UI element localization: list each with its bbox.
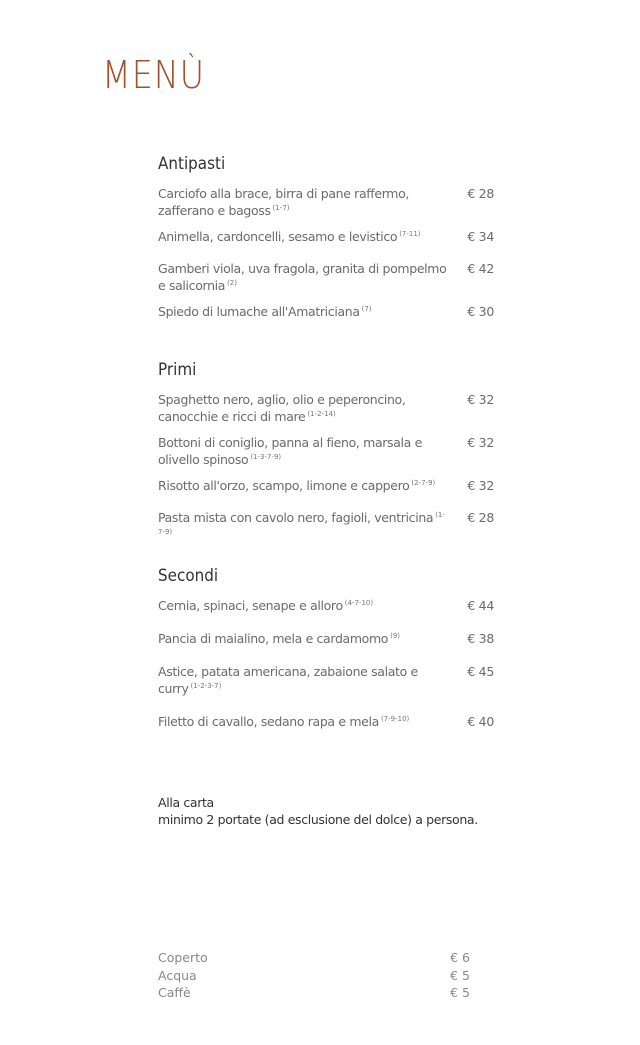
item-name: Astice, patata americana, zabaione salato e curry [158, 664, 418, 696]
extra-label: Coperto [158, 950, 208, 965]
extra-price: € 5 [450, 985, 470, 1000]
menu-item [158, 303, 494, 320]
item-allergens: (1-7) [272, 203, 290, 212]
item-name: Cernia, spinaci, senape e alloro [158, 598, 343, 613]
item-allergens: (1-7-9) [158, 510, 445, 536]
item-name: Pancia di maialino, mela e cardamomo [158, 631, 389, 646]
section-antipasti [158, 153, 494, 320]
item-price: € 42 [467, 261, 494, 276]
menu-item [158, 391, 494, 425]
item-name: Spaghetto nero, aglio, olio e peperoncino, canocchie e ricci di mare [158, 392, 406, 424]
item-allergens: (7) [361, 304, 372, 313]
item-price: € 32 [467, 435, 494, 450]
item-allergens: (7-11) [399, 229, 421, 238]
extras-list [158, 949, 470, 1002]
menu-item [158, 434, 494, 468]
extra-row-caffe [158, 984, 470, 1002]
item-price: € 34 [467, 229, 494, 244]
item-allergens: (4-7-10) [344, 598, 374, 607]
item-name: Spiedo di lumache all'Amatriciana [158, 304, 360, 319]
item-allergens: (2-7-9) [411, 478, 436, 487]
extra-row-acqua [158, 967, 470, 985]
item-allergens: (2) [227, 278, 237, 287]
section-primi [158, 359, 494, 543]
section-heading: Primi [158, 360, 197, 379]
item-name: Risotto all'orzo, scampo, limone e cappero [158, 478, 410, 493]
menu-item [158, 260, 494, 294]
item-price: € 38 [467, 631, 494, 646]
menu-item [158, 477, 494, 494]
item-name: Carciofo alla brace, birra di pane raffermo, zafferano e bagoss [158, 186, 410, 218]
item-allergens: (9) [390, 631, 401, 640]
item-price: € 32 [467, 392, 494, 407]
item-price: € 45 [467, 664, 494, 679]
menu-item [158, 185, 494, 219]
item-name: Bottoni di coniglio, panna al fieno, marsala e olivello spinoso [158, 435, 422, 467]
item-price: € 28 [467, 510, 494, 525]
extra-price: € 6 [450, 950, 470, 965]
menu-item [158, 509, 494, 543]
extra-row-coperto [158, 949, 470, 967]
item-price: € 40 [467, 714, 494, 729]
section-secondi [158, 565, 494, 730]
note-title: Alla carta [158, 795, 214, 810]
section-heading: Secondi [158, 566, 219, 585]
item-name: Filetto di cavallo, sedano rapa e mela [158, 714, 379, 729]
item-allergens: (1-2-14) [307, 409, 336, 418]
item-price: € 28 [467, 186, 494, 201]
item-name: Animella, cardoncelli, sesamo e levistico [158, 229, 398, 244]
extra-label: Caffè [158, 985, 191, 1000]
section-heading: Antipasti [158, 154, 226, 173]
item-price: € 30 [467, 304, 494, 319]
menu-item [158, 597, 494, 614]
menu-item [158, 663, 494, 697]
menu-item [158, 713, 494, 730]
a-la-carte-note [158, 794, 478, 828]
item-price: € 44 [467, 598, 494, 613]
extra-price: € 5 [450, 967, 470, 983]
item-name: Pasta mista con cavolo nero, fagioli, ventricina [158, 510, 434, 525]
menu-item [158, 228, 494, 245]
item-allergens: (7-9-10) [380, 714, 410, 723]
item-allergens: (1-2-3-7) [190, 681, 222, 690]
item-name: Gamberi viola, uva fragola, granita di pompelmo e salicornia [158, 261, 447, 293]
item-price: € 32 [467, 478, 494, 493]
page-title: MENÙ [102, 53, 206, 97]
item-allergens: (1-3-7-9) [250, 452, 282, 461]
extra-label: Acqua [158, 967, 197, 983]
note-text: minimo 2 portate (ad esclusione del dolce) a persona. [158, 812, 478, 827]
menu-item [158, 630, 494, 647]
